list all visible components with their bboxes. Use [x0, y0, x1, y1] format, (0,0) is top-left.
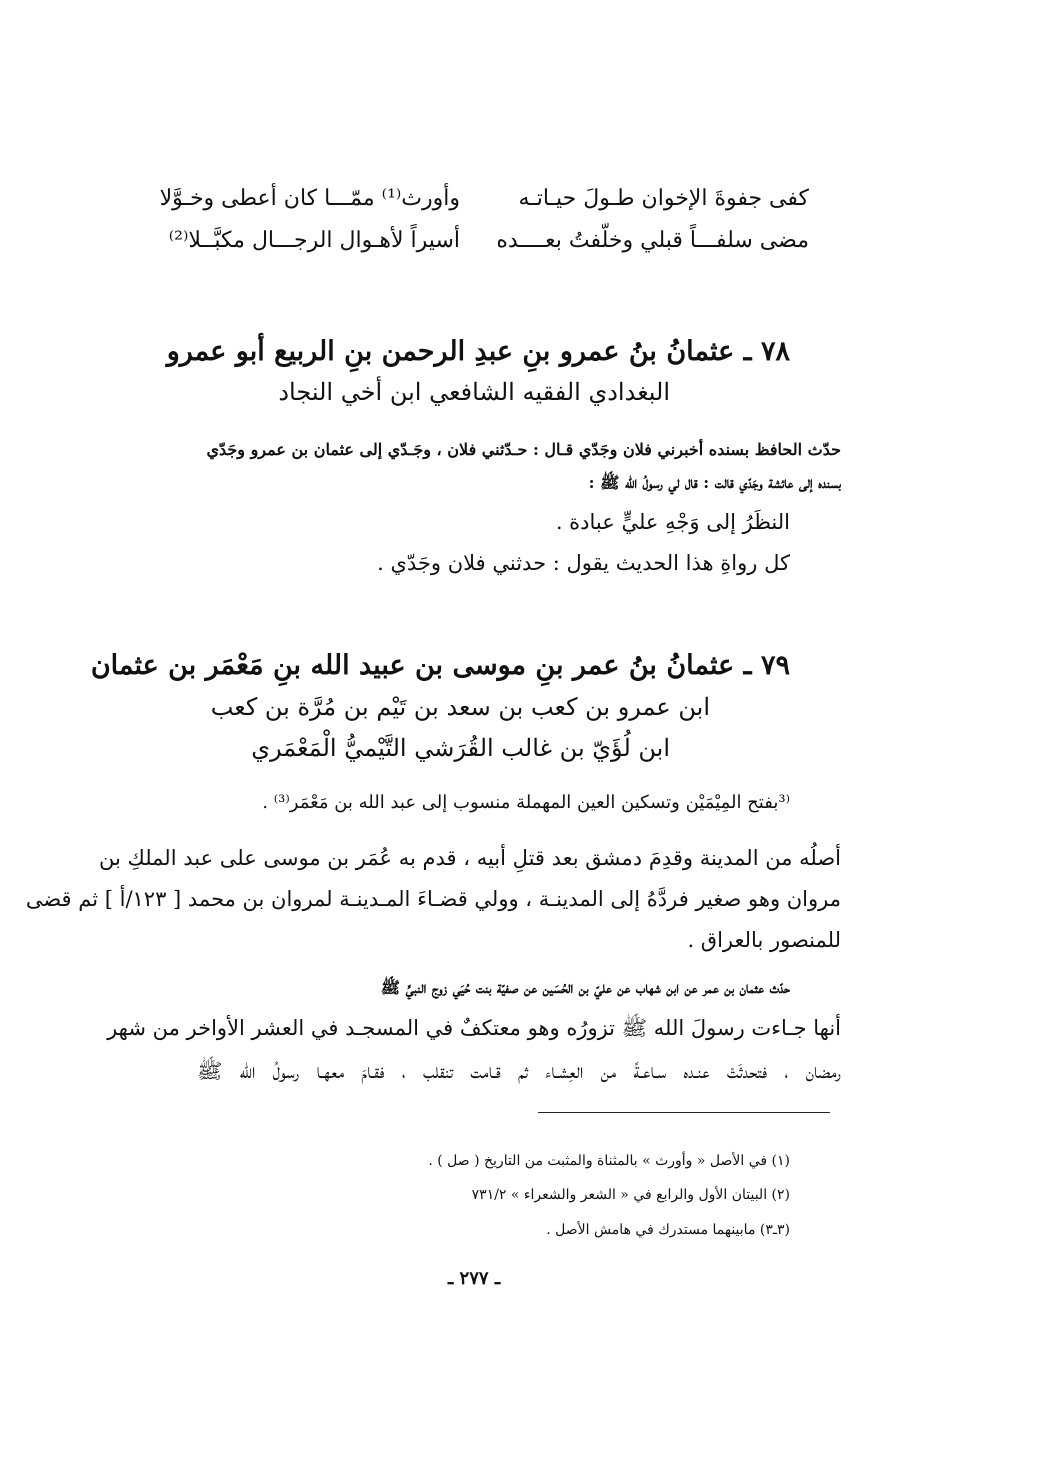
poem-line2-right: مضى سلفـــاً قبلي وخلّفتُ بعــــده: [496, 228, 809, 253]
entry-79-subheading-1: ابن عمرو بن كعب بن سعد بن تَيْم بن مُرَّة بن كعب: [210, 693, 710, 721]
entry-78-hadith: النظَرُ إلى وَجْهِ عليٍّ عبادة .: [555, 510, 790, 534]
entry-79-para1-line2: مروان وهو صغير فردَّهُ إلى المدينـة ، وولي قضـاءَ المـدينـة لمروان بن محمد [ ١٢٣/أ ] ثم قضى: [25, 887, 841, 911]
entry-78-isnad-line2: بسنده إلى عائشة وجَدّي قالت : قال لي رسولُ الله ﷺ :: [588, 473, 841, 492]
entry-79-para2-line1: أنها جـاءت رسولَ الله ﷺ تزورُه وهو معتكفٌ في المسجـد في العشر الأواخر من شهر: [107, 1016, 841, 1040]
footnote-separator: [538, 1112, 830, 1113]
entry-79-isnad: حدّث عثمان بن عمر عن ابن شهاب عن عليّ بن الحُسَين عن صفيّة بنت حُيَي زوج النبيِّ ﷺ: [380, 978, 790, 997]
footnote-2: (٢) البيتان الأول والرابع في « الشعر والشعراء » ٧٣١/٢: [471, 1187, 790, 1203]
entry-79-para2-line2: رمضان ، فتحدثَتْ عنـده سـاعـةً من العِشـاء ثم قـامت تنقلب ، فقـامَ معهـا رسولُ الله ﷺ: [197, 1059, 841, 1083]
entry-79-subheading-2: ابن لُؤَيّ بن غالب القُرَشي التَّيْميُّ الْمَعْمَري: [251, 734, 670, 762]
entry-78-isnad-line1: حدّث الحافظ بسنده أخبرني فلان وجَدّي قـال : حـدّثني فلان ، وجَـدّي إلى عثمان بن عمرو وجَدّي: [206, 440, 841, 459]
page-number: ـ ٢٧٧ ـ: [448, 1268, 501, 1289]
entry-78-heading: ٧٨ ـ عثمانُ بنُ عمرو بنِ عبدِ الرحمن بنِ الربيع أبو عمرو: [166, 336, 790, 367]
entry-79-para1-line3: للمنصور بالعراق .: [687, 928, 841, 952]
entry-78-note: كل رواةِ هذا الحديث يقول : حدثني فلان وجَدّي .: [377, 551, 790, 575]
footnote-3: (٣ـ٣) مابينهما مستدرك في هامش الأصل .: [546, 1222, 790, 1238]
footnote-1: (١) في الأصل « وأورث » بالمثناة والمثبت من التاريخ ( صل ) .: [428, 1153, 790, 1169]
entry-79-para1-line1: أصلُه من المدينة وقدِمَ دمشق بعد قتلِ أبيه ، قدم به عُمَر بن موسى على عبد الملكِ بن: [99, 846, 841, 870]
entry-79-vocalization-note: ⁽³بفتح المِيْمَيْن وتسكين العين المهملة منسوب إلى عبد الله بن مَعْمَر⁽³⁾ .: [262, 792, 790, 813]
entry-78-subheading: البغدادي الفقيه الشافعي ابن أخي النجاد: [278, 378, 670, 406]
poem-line2-left: أسيراً لأهـوال الرجـــال مكبَّــلا⁽²⁾: [168, 228, 460, 253]
entry-79-heading: ٧٩ ـ عثمانُ بنُ عمر بنِ موسى بن عبيد الله بنِ مَعْمَر بن عثمان: [90, 650, 790, 681]
poem-line1-right: كفى جفوةَ الإخوان طـولَ حيـاتـه: [518, 186, 809, 211]
poem-line1-left: وأورث⁽¹⁾ ممّـــا كان أعطى وخـوَّلا: [159, 186, 460, 211]
